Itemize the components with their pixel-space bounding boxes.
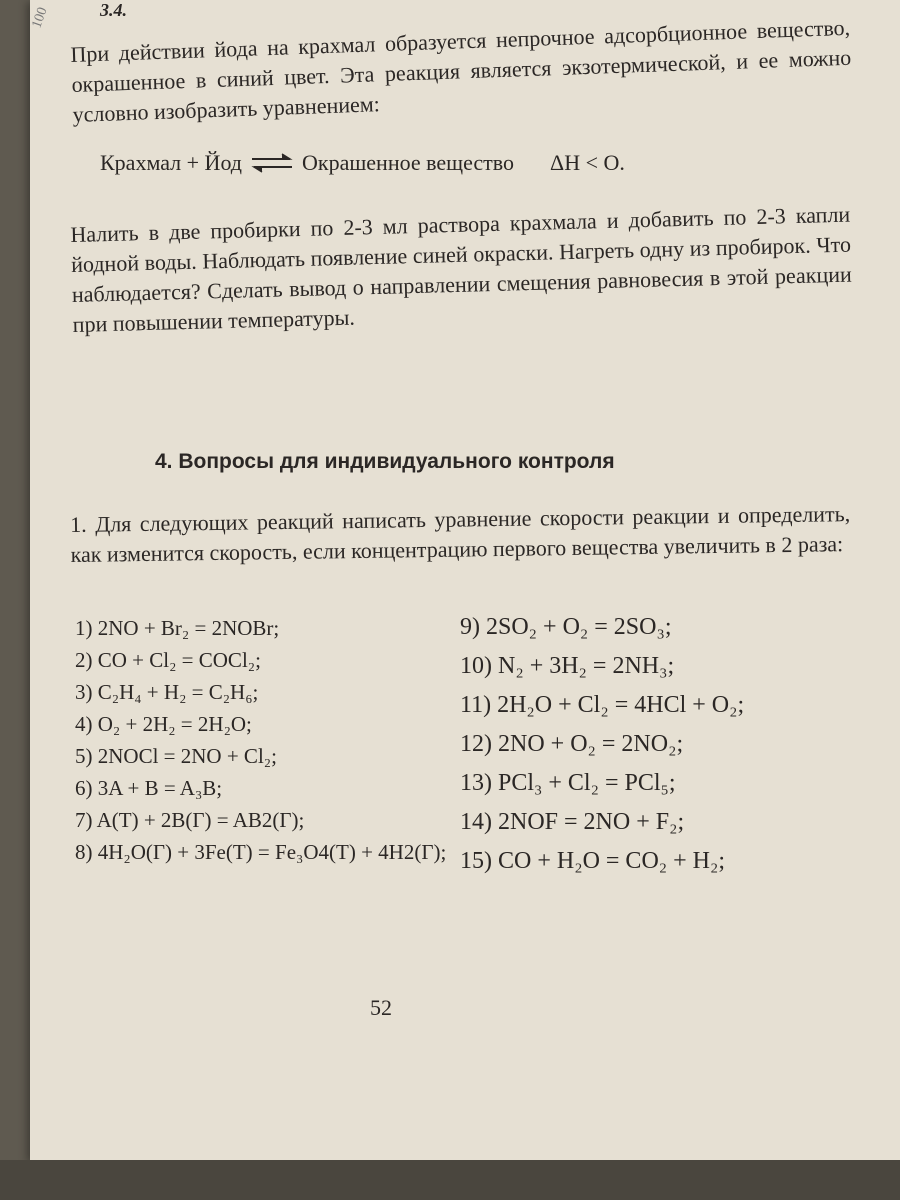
reaction-item: 1) 2NO + Br₂ = 2NOBr; bbox=[75, 616, 280, 640]
paragraph-experiment: Налить в две пробирки по 2-3 мл раствора крахмала и добавить по 2-3 капли йодной воды. Наблюдать появление синей окраски. Нагреть одну из пробирок. Что наблюдается? Сделать вывод о направлении смещения равновесия в этой реакции при повышении температуры. bbox=[70, 201, 853, 337]
reaction-item: 6) 3A + B = A₃B; bbox=[75, 776, 223, 800]
reaction-equation bbox=[100, 150, 625, 176]
reactions-right-column bbox=[460, 608, 744, 881]
equation-right: Окрашенное вещество bbox=[302, 150, 515, 175]
reaction-item: 15) CO + H₂O = CO₂ + H₂; bbox=[460, 848, 726, 874]
reaction-item: 8) 4H₂O(Г) + 3Fe(Т) = Fe₃O4(Т) + 4H2(Г); bbox=[75, 840, 447, 864]
reaction-item: 3) C₂H₄ + H₂ = C₂H₆; bbox=[75, 680, 259, 704]
equilibrium-arrows-icon bbox=[250, 152, 294, 174]
equation-left: Крахмал + Йод bbox=[100, 150, 243, 175]
reaction-item: 11) 2H₂O + Cl₂ = 4HCl + O₂; bbox=[460, 692, 745, 718]
reaction-item: 13) PCl₃ + Cl₂ = PCl₅; bbox=[460, 770, 676, 796]
section-title: 4. Вопросы для индивидуального контроля bbox=[155, 450, 615, 473]
reaction-item: 14) 2NOF = 2NO + F₂; bbox=[460, 809, 685, 835]
page-number: 52 bbox=[370, 995, 392, 1020]
margin-pencil-note: 100 bbox=[29, 5, 51, 31]
equation-condition: ΔH < O. bbox=[550, 150, 625, 175]
reaction-item: 12) 2NO + O₂ = 2NO₂; bbox=[460, 731, 684, 757]
book-page bbox=[30, 0, 900, 1160]
reactions-left-column bbox=[75, 612, 446, 868]
reaction-item: 7) A(Т) + 2B(Г) = AB2(Г); bbox=[75, 808, 305, 832]
question-1: 1. Для следующих реакций написать уравнение скорости реакции и определить, как изменится скорость, если концентрацию первого вещества увеличить в 2 раза: bbox=[70, 501, 851, 567]
reaction-item: 2) CO + Cl₂ = COCl₂; bbox=[75, 648, 261, 672]
reaction-item: 5) 2NOCl = 2NO + Cl₂; bbox=[75, 744, 277, 768]
reaction-item: 9) 2SO₂ + O₂ = 2SO₃; bbox=[460, 614, 672, 640]
paragraph-intro: При действии йода на крахмал образуется непрочное адсорбционное вещество, окрашенное в синий цвет. Эта реакция является экзотермической, и ее можно условно изобразить уравнением: bbox=[70, 14, 852, 127]
reaction-item: 4) O₂ + 2H₂ = 2H₂O; bbox=[75, 712, 252, 736]
running-header: 3.4. bbox=[100, 0, 127, 20]
reaction-item: 10) N₂ + 3H₂ = 2NH₃; bbox=[460, 653, 675, 679]
desk-background bbox=[0, 1160, 900, 1200]
